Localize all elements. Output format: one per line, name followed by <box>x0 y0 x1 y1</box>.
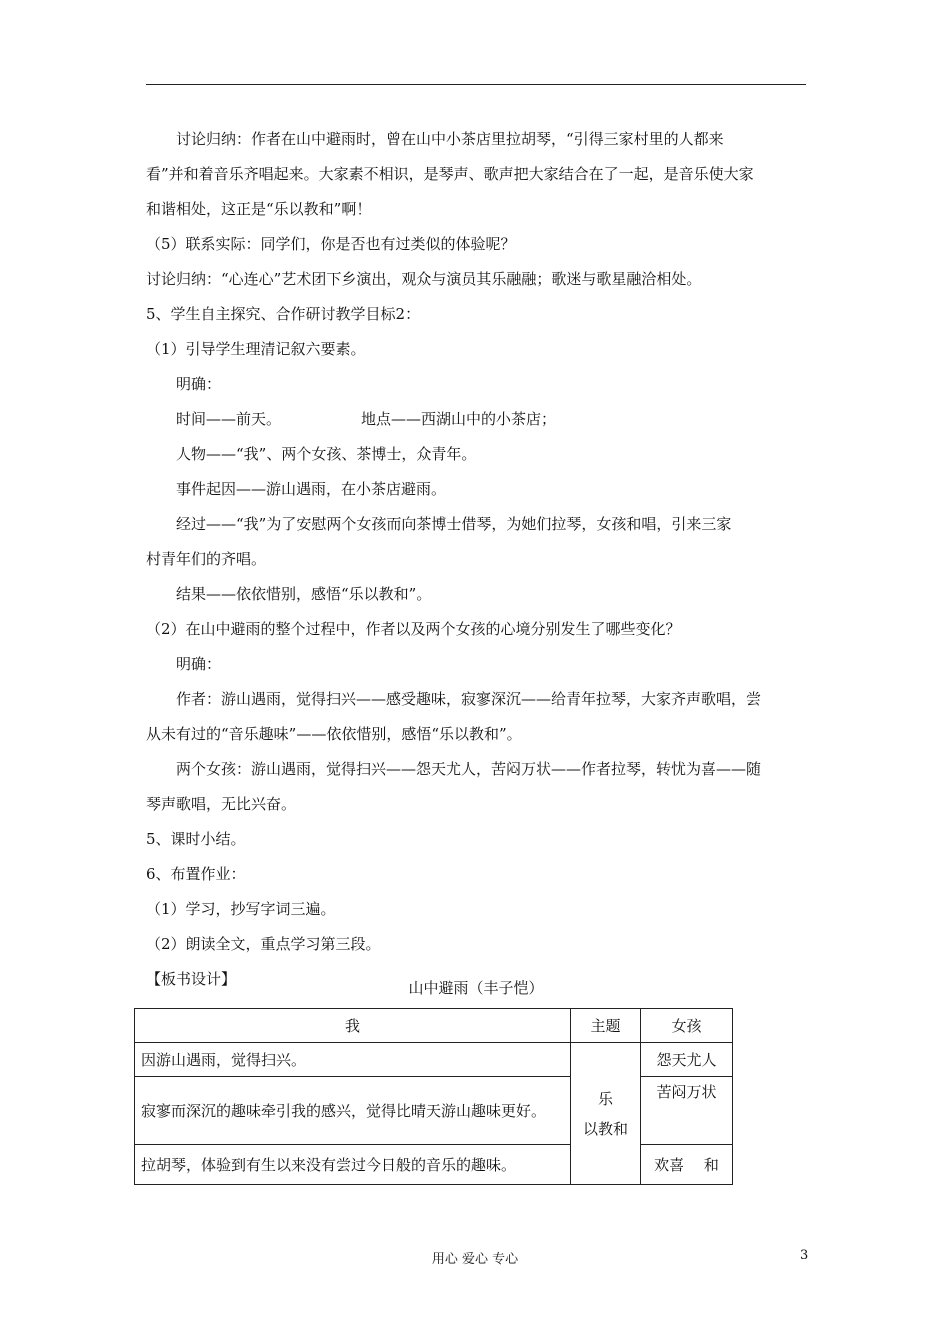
paragraph: 事件起因——游山遇雨，在小茶店避雨。 <box>176 480 447 498</box>
header-girls: 女孩 <box>641 1009 733 1043</box>
section-heading: 5、课时小结。 <box>146 830 246 848</box>
paragraph: 明确： <box>176 655 222 673</box>
footer-motto: 用心 爱心 专心 <box>431 1252 519 1267</box>
table-row <box>135 1077 733 1145</box>
section-heading: 6、布置作业： <box>146 865 246 883</box>
girls-cell: 苦闷万状 <box>641 1077 733 1145</box>
table-row <box>135 1145 733 1185</box>
paragraph: 人物——“我”、两个女孩、茶博士，众青年。 <box>176 445 477 463</box>
board-title: 山中避雨（丰子恺） <box>408 979 544 997</box>
paragraph: 明确： <box>176 375 222 393</box>
theme-line: 以教和 <box>582 1119 628 1138</box>
header-theme: 主题 <box>571 1009 641 1043</box>
paragraph: 和谐相处，这正是“乐以教和”啊！ <box>146 200 372 218</box>
paragraph: 从未有过的“音乐趣味”——依依惜别，感悟“乐以教和”。 <box>146 725 522 743</box>
paragraph <box>146 402 806 437</box>
theme-cell <box>571 1043 641 1185</box>
header-rule <box>146 84 806 85</box>
paragraph: （2）朗读全文，重点学习第三段。 <box>146 935 381 953</box>
paragraph: 结果——依依惜别，感悟“乐以教和”。 <box>176 585 432 603</box>
page-number: 3 <box>800 1248 809 1263</box>
table-header-row <box>135 1009 733 1043</box>
girls-cell: 欢喜 和 <box>641 1145 733 1185</box>
paragraph: 经过——“我”为了安慰两个女孩而向茶博士借琴，为她们拉琴，女孩和唱，引来三家 <box>176 515 732 533</box>
paragraph: 讨论归纳：“心连心”艺术团下乡演出，观众与演员其乐融融；歌迷与歌星融洽相处。 <box>146 270 702 288</box>
paragraph: 讨论归纳：作者在山中避雨时，曾在山中小茶店里拉胡琴，“引得三家村里的人都来 <box>176 130 724 148</box>
document-body <box>146 122 806 997</box>
board-design-table <box>134 1008 733 1185</box>
time-element: 时间——前天。 <box>176 410 282 428</box>
paragraph: 两个女孩：游山遇雨，觉得扫兴——怨天尤人，苦闷万状——作者拉琴，转忧为喜——随 <box>176 760 762 778</box>
paragraph: （5）联系实际：同学们，你是否也有过类似的体验呢？ <box>146 235 516 253</box>
paragraph: （2）在山中避雨的整个过程中，作者以及两个女孩的心境分别发生了哪些变化？ <box>146 620 681 638</box>
me-cell: 寂寥而深沉的趣味牵引我的感兴，觉得比晴天游山趣味更好。 <box>135 1077 571 1145</box>
theme-line: 乐 <box>597 1089 613 1108</box>
section-heading: 【板书设计】 <box>146 970 237 988</box>
header-me: 我 <box>135 1009 571 1043</box>
place-element: 地点——西湖山中的小茶店； <box>361 410 557 428</box>
section-heading: 5、学生自主探究、合作研讨教学目标2： <box>146 305 421 323</box>
girls-cell: 怨天尤人 <box>641 1043 733 1077</box>
paragraph: 作者：游山遇雨，觉得扫兴——感受趣味，寂寥深沉——给青年拉琴，大家齐声歌唱，尝 <box>176 690 762 708</box>
paragraph: （1）引导学生理清记叙六要素。 <box>146 340 366 358</box>
paragraph: 琴声歌唱，无比兴奋。 <box>146 795 297 813</box>
table-row <box>135 1043 733 1077</box>
paragraph: （1）学习，抄写字词三遍。 <box>146 900 336 918</box>
paragraph: 看”并和着音乐齐唱起来。大家素不相识，是琴声、歌声把大家结合在了一起，是音乐使大家 <box>146 165 754 183</box>
me-cell: 因游山遇雨，觉得扫兴。 <box>135 1043 571 1077</box>
paragraph: 村青年们的齐唱。 <box>146 550 267 568</box>
me-cell: 拉胡琴，体验到有生以来没有尝过今日般的音乐的趣味。 <box>135 1145 571 1185</box>
